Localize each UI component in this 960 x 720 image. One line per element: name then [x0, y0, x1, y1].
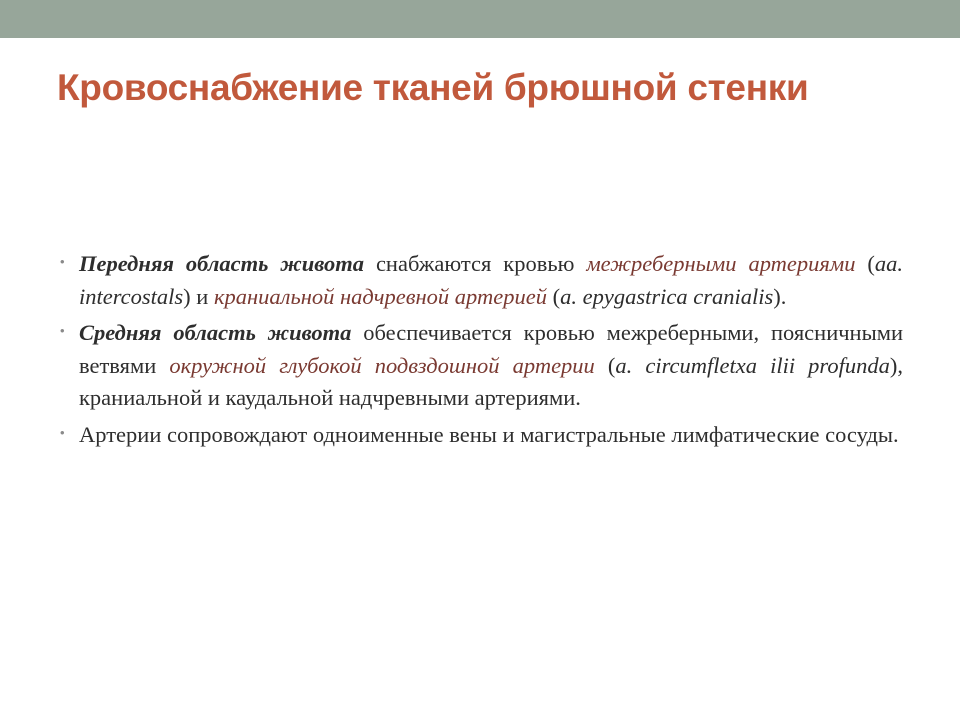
bullet-text: снабжаются кровью [364, 251, 587, 276]
bullet-list [60, 248, 903, 455]
highlighted-term: краниальной надчревной артерией [213, 283, 547, 309]
slide-title: Кровоснабжение тканей брюшной стенки [57, 67, 809, 108]
bullet-dot-icon: • [60, 323, 65, 338]
latin-name: a. circumfletxa ilii profunda [615, 352, 890, 378]
highlighted-term: окружной глубокой подвздошной артерии [169, 352, 595, 378]
bullet-text: ) и [183, 283, 214, 309]
bullet-text: обеспечивается кровью межреберными, поясничными ветвями [79, 320, 903, 378]
bullet-text: Артерии сопровождают одноименные вены и магистральные лимфатические сосуды. [79, 421, 899, 447]
top-decor-bar [0, 0, 960, 38]
latin-name: a. epygastrica cranialis [560, 283, 774, 309]
bullet-text: ). [773, 283, 787, 309]
bullet-anterior-region [60, 248, 903, 313]
bullet-text: ( [594, 352, 616, 378]
highlighted-term: межреберными артериями [586, 251, 856, 276]
bullet-dot-icon: • [60, 254, 65, 269]
bullet-text: ( [855, 251, 875, 276]
bullet-text: ( [547, 283, 561, 309]
latin-name: aa. intercostals [79, 251, 904, 309]
bullet-term: Передняя область живота [79, 251, 365, 276]
bullet-middle-region [60, 317, 903, 415]
bullet-arteries-veins [60, 419, 903, 452]
bullet-term: Средняя область живота [79, 320, 352, 345]
bullet-dot-icon: • [60, 424, 65, 440]
bullet-text: ), краниальной и каудальной надчревными артериями. [79, 352, 903, 410]
